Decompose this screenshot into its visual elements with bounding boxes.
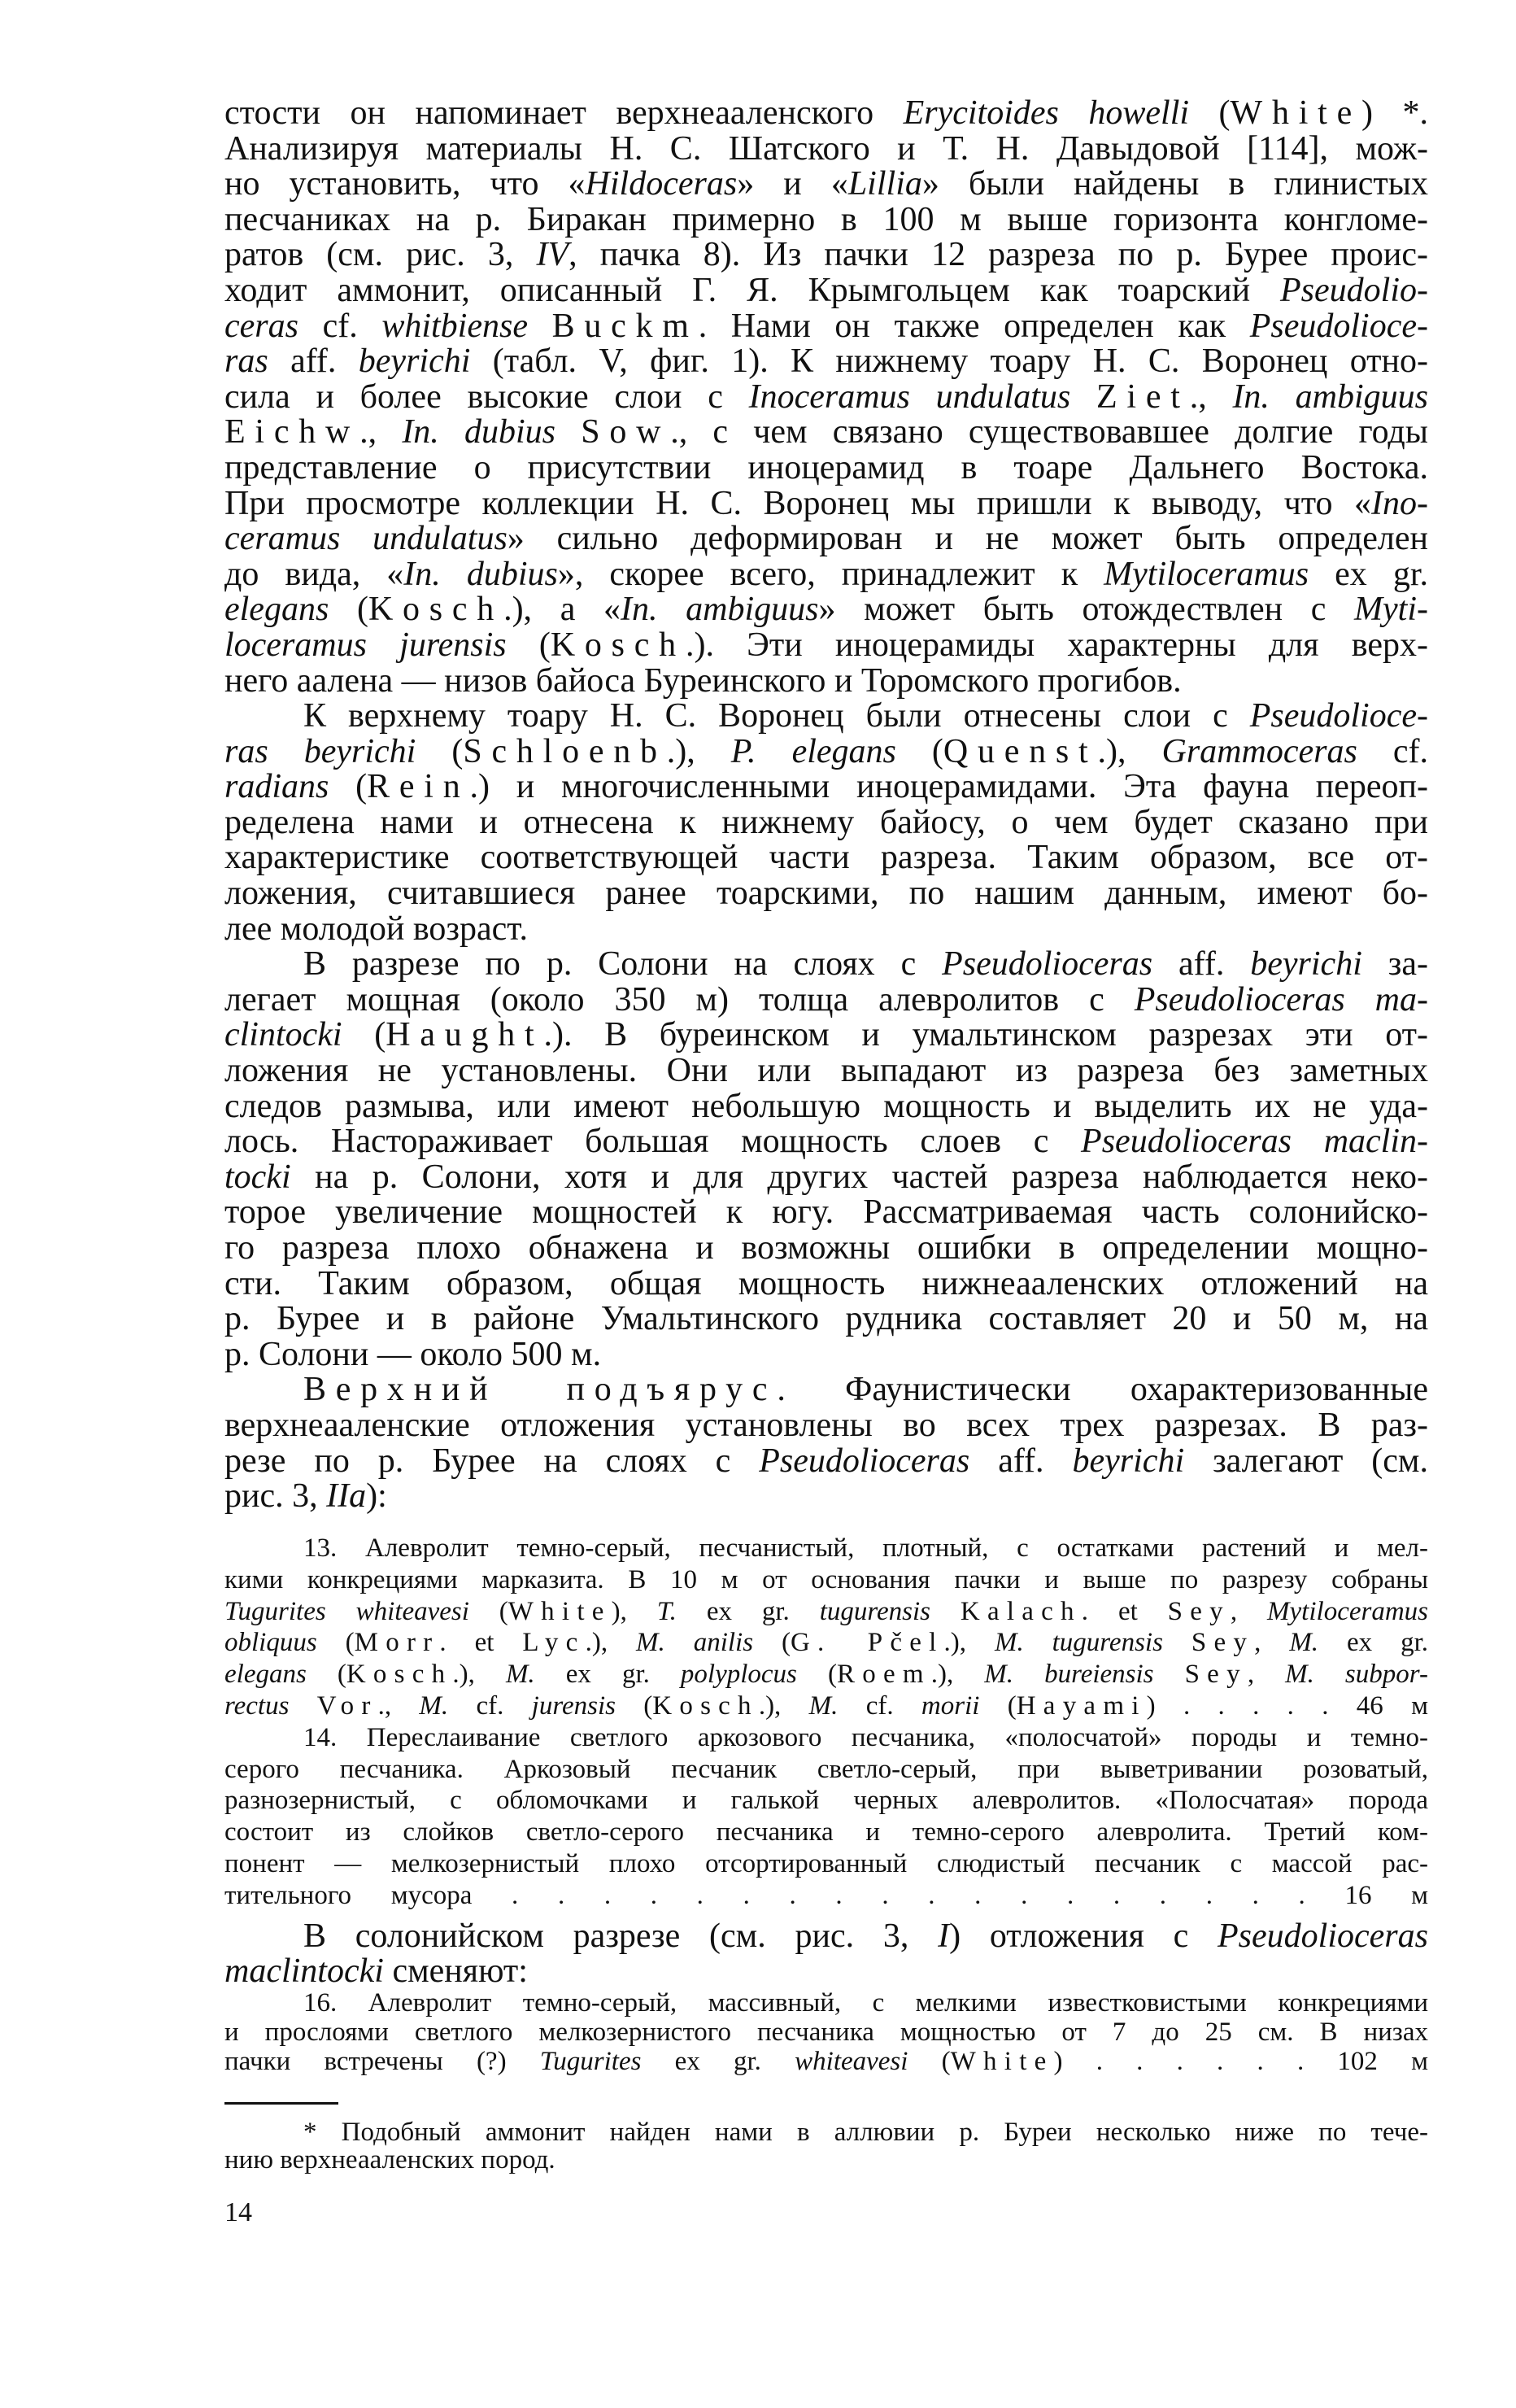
text-run: ( (342, 1016, 386, 1054)
text-line (224, 2146, 1428, 2174)
spaced-author-name: White (1230, 94, 1361, 132)
text-run: .), (758, 1690, 809, 1721)
text-line (224, 1564, 1428, 1596)
text-run: р. Бурее и в районе Умальтинского рудника составляет 20 и 50 м, на (224, 1300, 1428, 1338)
text-run: aff. (1152, 945, 1251, 984)
spaced-author-name: G. Pčel (790, 1628, 944, 1658)
footnote-divider (224, 2102, 338, 2105)
text-run: cf. (298, 307, 382, 345)
text-run: При просмотре коллекции Н. С. Воронец мы пришли к выводу, что « (224, 484, 1372, 522)
text-line (224, 1160, 1428, 1196)
text-run: характеристике соответствующей части разреза. Таким образом, все от- (224, 839, 1428, 877)
text-run: состоит из слойков светло-серого песчаника и темно-серого алевролита. Третий ком- (224, 1817, 1428, 1847)
text-line (224, 1018, 1428, 1054)
taxon-name: polyplocus (680, 1660, 797, 1690)
page-number: 14 (224, 2197, 252, 2227)
text-run (930, 1597, 961, 1626)
spaced-author-name: Kosch (368, 591, 504, 629)
text-line (224, 1408, 1428, 1444)
text-run: ., (377, 1690, 420, 1721)
text-run: ., с чем связано существовавшее долгие годы (670, 413, 1429, 452)
text-run: ( (306, 1660, 346, 1690)
taxon-name: radians (224, 768, 329, 806)
spaced-author-name: Lyc (522, 1628, 586, 1658)
text-run: следов размыва, или имеют небольшую мощность и выделить их не уда- (224, 1087, 1428, 1125)
spaced-author-name: Sey (1184, 1660, 1248, 1690)
text-run: легает мощная (около 350 м) толща алевролитов с (224, 980, 1135, 1019)
text-run: ( (1189, 94, 1231, 132)
text-line (224, 1479, 1428, 1515)
spaced-author-name: Rein (367, 768, 470, 806)
text-line (224, 1785, 1428, 1817)
text-run: ): (366, 1477, 387, 1516)
text-run: aff. (268, 342, 359, 381)
text-run: серого песчаника. Аркозовый песчаник светло-серый, при выветривании розоватый, (224, 1754, 1428, 1784)
text-run: ( (506, 626, 551, 664)
spaced-author-name: Kalach (960, 1596, 1082, 1626)
text-run: ex gr. (676, 1596, 820, 1626)
text-run: 16. Алевролит темно-серый, массивный, с мелкими известковистыми конкрециями (303, 1988, 1428, 2018)
text-line (224, 592, 1428, 628)
text-run: ex gr. (1309, 555, 1429, 593)
text-run: .). Эти иноцерамиды характерны для верх- (685, 626, 1428, 664)
text-run: , (1230, 1596, 1268, 1626)
taxon-name: Pseudolioceras (759, 1442, 970, 1480)
taxon-name: Pseudolioceras (1218, 1917, 1428, 1955)
spaced-author-name: Haught (386, 1016, 544, 1054)
text-run: В разрезе по р. Солони на слоях с (303, 945, 943, 984)
taxon-name: M. (505, 1660, 535, 1690)
text-run: . et (439, 1628, 523, 1658)
taxon-name: Pseudolioce- (1249, 697, 1428, 735)
taxon-name: morii (921, 1690, 980, 1721)
text-line (224, 1054, 1428, 1089)
text-run: ( (416, 732, 464, 770)
text-run: залегают (см. (1184, 1442, 1428, 1480)
taxon-name: M. anilis (636, 1628, 754, 1658)
text-run: .), (585, 1628, 637, 1658)
text-line (224, 1596, 1428, 1628)
taxon-name: Pseudolio- (1280, 271, 1428, 309)
spaced-author-name: Kosch (346, 1660, 453, 1690)
text-run (1163, 1628, 1191, 1657)
text-run: верхнеааленские отложения установлены во всех трех разрезах. В раз- (224, 1406, 1428, 1444)
text-run: К верхнему тоару Н. С. Воронец были отнесены слои с (303, 697, 1250, 735)
text-run: него аалена — низов байоса Буреинского и Торомского прогибов. (224, 661, 1182, 700)
text-run: cf. (838, 1690, 921, 1721)
text-line (224, 1231, 1428, 1267)
text-line (224, 732, 1428, 770)
text-run: . Фаунистически охарактеризованные (777, 1371, 1428, 1409)
text-line (224, 770, 1428, 805)
bed-13-description (224, 1533, 1428, 1722)
taxon-name: ras beyrichi (224, 732, 416, 770)
text-run: .), (930, 1660, 985, 1690)
text-run: ( (895, 732, 943, 770)
text-run: .), а « (503, 591, 621, 629)
taxon-name: elegans (224, 591, 329, 629)
text-run: . et (1081, 1596, 1168, 1626)
text-run: лось. Настораживает большая мощность слоев с (224, 1123, 1082, 1161)
text-run: ложения не установлены. Они или выпадают из разреза без заметных (224, 1052, 1428, 1090)
text-run: .), (452, 1660, 506, 1690)
text-line (224, 1337, 1428, 1373)
text-line (224, 1302, 1428, 1337)
text-run: ( (329, 768, 368, 806)
text-line (224, 1195, 1428, 1231)
text-line (224, 129, 1428, 168)
text-run: ex gr. (1318, 1628, 1429, 1658)
text-line (224, 1124, 1428, 1160)
text-line (224, 273, 1428, 309)
spaced-author-name: Buckm (551, 307, 699, 345)
text-run: ., (1189, 377, 1233, 416)
text-run: за- (1361, 945, 1428, 984)
taxon-name: whitbiense (381, 307, 528, 345)
text-run: ) отложения с (949, 1917, 1218, 1955)
taxon-name: Pseudolioce- (1249, 307, 1428, 345)
text-run: ( (329, 591, 368, 629)
text-line (224, 1372, 1428, 1408)
text-line (224, 1988, 1428, 2018)
text-run: cf. (448, 1690, 532, 1721)
text-run: сила и более высокие слои с (224, 377, 749, 416)
text-run: ex gr. (641, 2047, 795, 2076)
text-line (224, 486, 1428, 522)
taxon-name: clintocki (224, 1016, 342, 1054)
text-run: aff. (969, 1442, 1073, 1480)
taxon-name: Ino- (1371, 484, 1428, 522)
paragraph (224, 1919, 1428, 1989)
text-line (224, 1690, 1428, 1722)
text-run: ex gr. (534, 1660, 681, 1690)
text-line (224, 1659, 1428, 1690)
taxon-name: ceramus undulatus (224, 520, 508, 558)
text-run: , (1247, 1660, 1286, 1690)
text-run: ( (753, 1628, 791, 1658)
taxon-name: Tugurites (539, 2047, 642, 2076)
text-line (224, 661, 1428, 700)
taxon-name: M. subpor- (1285, 1660, 1428, 1690)
footnote (224, 2118, 1428, 2174)
text-run: сти. Таким образом, общая мощность нижнеааленских отложений на (224, 1264, 1428, 1302)
text-line (224, 805, 1428, 841)
taxon-name: beyrichi (1072, 1442, 1185, 1480)
taxon-name: Lillia (847, 165, 922, 203)
text-run: » может быть отождествлен с (818, 591, 1355, 629)
text-line (224, 415, 1428, 451)
text-run: » и « (737, 165, 848, 203)
spaced-author-name: Roem (836, 1660, 931, 1690)
main-text-continued (224, 1919, 1428, 1989)
taxon-name: IV (536, 236, 569, 274)
text-run: кими конкрециями марказита. В 10 м от основания пачки и выше по разрезу собраны (224, 1564, 1428, 1594)
text-line (224, 1089, 1428, 1125)
taxon-name: Grammoceras (1161, 732, 1357, 770)
text-line (224, 1954, 1428, 1989)
taxon-name: beyrichi (358, 342, 471, 381)
text-run: ратов (см. рис. 3, (224, 236, 537, 274)
paragraph (224, 699, 1428, 947)
text-line (224, 2047, 1428, 2076)
taxon-name: In. ambiguus (1232, 377, 1428, 416)
text-line (224, 448, 1428, 486)
text-line (224, 1627, 1428, 1659)
text-run: Анализируя материалы Н. С. Шатского и Т. Н. Давыдовой [114], мож- (224, 129, 1428, 168)
text-run: ределена нами и отнесена к нижнему байосу, о чем будет сказано при (224, 803, 1428, 841)
taxon-name: M. tugurensis (994, 1628, 1163, 1658)
text-line (224, 200, 1428, 238)
text-run: (табл. V, фиг. 1). К нижнему тоару Н. С. Воронец отно- (470, 342, 1428, 381)
spaced-author-name: Morr (354, 1628, 440, 1658)
text-line (224, 1264, 1428, 1302)
text-run: , (1254, 1628, 1290, 1658)
text-run: ), (611, 1596, 657, 1626)
paragraph-upper-substage (224, 1372, 1428, 1514)
taxon-name: Myti- (1354, 591, 1428, 629)
footnote-text (224, 2118, 1428, 2174)
text-run: торое увеличение мощностей к югу. Рассматриваемая часть солонийско- (224, 1193, 1428, 1232)
taxon-name: Tugurites whiteavesi (224, 1596, 469, 1626)
paragraph (224, 96, 1428, 699)
taxon-name: ras (224, 342, 268, 381)
text-run: ( (468, 1596, 508, 1626)
spaced-author-name: Eichw (224, 413, 360, 452)
taxon-name: Pseudolioceras maclin- (1081, 1123, 1428, 1161)
text-run: сменяют: (383, 1952, 528, 1990)
taxon-name: loceramus jurensis (224, 626, 507, 664)
text-run: пачки встречены (?) (224, 2047, 540, 2076)
text-run: ( (316, 1628, 355, 1658)
text-run: р. Солони — около 500 м. (224, 1335, 602, 1373)
text-run: понент — мелкозернистый плохо отсортированный слюдистый песчаник с массой рас- (224, 1848, 1428, 1878)
text-line (224, 238, 1428, 273)
text-run: резе по р. Бурее на слоях с (224, 1442, 760, 1480)
text-line (224, 912, 1428, 948)
text-line (224, 1919, 1428, 1954)
spaced-author-name: Kosch (550, 626, 686, 664)
taxon-name: rectus (224, 1690, 290, 1721)
text-line (224, 980, 1428, 1019)
text-run: . Нами он также определен как (698, 307, 1250, 345)
text-run: .), (666, 732, 731, 770)
taxon-name: whiteavesi (795, 2047, 908, 2076)
text-run: В солонийском разрезе (см. рис. 3, (303, 1917, 939, 1955)
taxon-name: M. (808, 1690, 839, 1721)
text-run: представление о присутствии иноцерамид в тоаре Дальнего Востока. (224, 448, 1428, 486)
text-run: до вида, « (224, 555, 404, 593)
text-run (528, 308, 552, 345)
text-line (224, 309, 1428, 345)
taxon-name: M. bureiensis (984, 1660, 1154, 1690)
taxon-name: M. (419, 1690, 449, 1721)
text-run: ( (796, 1660, 837, 1690)
text-line (224, 1754, 1428, 1786)
text-line (224, 1848, 1428, 1880)
taxon-name: Mytiloceramus (1104, 555, 1309, 593)
main-text (224, 96, 1428, 1515)
text-run: стости он напоминает верхнеааленского (224, 94, 904, 132)
spaced-author-name: Sey (1191, 1628, 1255, 1658)
text-line (224, 521, 1428, 557)
text-line (224, 1880, 1428, 1912)
text-run: ( (908, 2047, 951, 2076)
text-line (224, 876, 1428, 912)
text-line (224, 557, 1428, 593)
text-run: » были найдены в глинистых (921, 165, 1428, 203)
taxon-name: maclintocki (224, 1952, 384, 1990)
taxon-name: I (938, 1917, 950, 1955)
bed-16-description (224, 1988, 1428, 2076)
spaced-author-name: Vor (316, 1690, 378, 1721)
text-line (224, 167, 1428, 203)
taxon-name: P. elegans (730, 732, 896, 770)
text-run: песчаниках на р. Биракан примерно в 100 м выше горизонта конгломе- (224, 200, 1428, 238)
taxon-name: obliquus (224, 1628, 317, 1658)
text-run: нию верхнеааленских пород. (224, 2145, 555, 2175)
taxon-name: tocki (224, 1158, 291, 1196)
text-run (555, 413, 581, 451)
text-run: .). В буреинском и умальтинском разрезах эти от- (543, 1016, 1428, 1054)
text-run: на р. Солони, хотя и для других частей разреза наблюдается неко- (290, 1158, 1428, 1196)
text-run: .), (943, 1628, 995, 1658)
text-run: разнозернистый, с обломочками и галькой черных алевролитов. «Полосчатая» порода (224, 1786, 1428, 1816)
spaced-author-name: Sey (1167, 1596, 1231, 1626)
spaced-author-name: Hayami (1016, 1690, 1147, 1721)
text-run: * Подобный аммонит найден нами в аллювии р. Буреи несколько ниже по тече- (303, 2118, 1428, 2147)
text-run: и прослоями светлого мелкозернистого песчаника мощностью от 7 до 25 см. В низах (224, 2018, 1428, 2047)
taxon-name: elegans (224, 1660, 307, 1690)
text-line (224, 628, 1428, 664)
taxon-name: beyrichi (1250, 945, 1362, 984)
text-run: .) и многочисленными иноцерамидами. Эта фауна переоп- (469, 768, 1428, 806)
taxon-name: In. dubius (403, 555, 558, 593)
spaced-author-name: White (508, 1596, 612, 1626)
taxon-name: Erycitoides howelli (903, 94, 1190, 132)
text-run: ложения, считавшиеся ранее тоарскими, по нашим данным, имеют бо- (224, 875, 1428, 913)
spaced-author-name: White (950, 2047, 1054, 2076)
taxon-name: Hildoceras (585, 165, 738, 203)
taxon-name: Inoceramus undulatus (748, 377, 1071, 416)
text-run: ) *. (1361, 94, 1428, 132)
bed-14-description (224, 1722, 1428, 1912)
taxon-name: Pseudolioceras (942, 945, 1153, 984)
text-run (1154, 1660, 1185, 1689)
taxon-name: tugurensis (819, 1596, 930, 1626)
text-run: ходит аммонит, описанный Г. Я. Крымгольцем как тоарский (224, 271, 1281, 309)
text-run: лее молодой возраст. (224, 910, 528, 948)
text-run: рис. 3, (224, 1477, 327, 1516)
text-line (224, 2118, 1428, 2146)
text-line (224, 344, 1428, 380)
text-run: тительного мусора . . . . . . . . . . . . . . . . . . 16 м (224, 1880, 1428, 1910)
taxon-name: In. ambiguus (620, 591, 819, 629)
text-line (224, 96, 1428, 132)
taxon-name: jurensis (531, 1690, 616, 1721)
section-description (224, 1533, 1428, 1912)
taxon-name: M. (1289, 1628, 1319, 1658)
text-line (224, 377, 1428, 416)
spaced-author-name: Sow (581, 413, 671, 452)
text-run: , пачка 8). Из пачки 12 разреза по р. Бурее проис- (568, 236, 1428, 274)
text-run: ) . . . . . . 102 м (1053, 2047, 1428, 2076)
section-description-solon (224, 1988, 1428, 2076)
taxon-name: Mytiloceramus (1267, 1596, 1428, 1626)
text-run: .), (1097, 732, 1162, 770)
taxon-name: In. dubius (402, 413, 556, 452)
taxon-name: ceras (224, 307, 298, 345)
text-line (224, 1817, 1428, 1848)
text-run: но установить, что « (224, 165, 586, 203)
text-run: 14. Переслаивание светлого аркозового песчаника, «полосчатой» породы и темно- (303, 1722, 1428, 1752)
taxon-name: Pseudolioceras ma- (1134, 980, 1428, 1019)
text-run: cf. (1357, 732, 1428, 770)
text-run: го разреза плохо обнажена и возможны ошибки в определении мощно- (224, 1229, 1428, 1267)
text-line (224, 947, 1428, 983)
spaced-author-name: Ziet (1096, 377, 1190, 416)
text-line (224, 2018, 1428, 2047)
text-line (224, 1444, 1428, 1480)
text-line (224, 699, 1428, 735)
text-run: 13. Алевролит темно-серый, песчанистый, плотный, с остатками растений и мел- (303, 1533, 1428, 1563)
text-run: », скорее всего, принадлежит к (557, 555, 1104, 593)
text-run: ., (359, 413, 403, 452)
text-line (224, 1533, 1428, 1564)
text-run (289, 1691, 316, 1721)
text-run: ( (615, 1690, 653, 1721)
text-run: » сильно деформирован и не может быть определен (507, 520, 1428, 558)
text-line (224, 1722, 1428, 1754)
spaced-author-name: Верхний подъярус (303, 1371, 778, 1409)
taxon-name: IIa (326, 1477, 367, 1516)
text-run (1070, 378, 1096, 416)
text-line (224, 840, 1428, 876)
spaced-author-name: Schloenb (463, 732, 667, 770)
spaced-author-name: Kosch (652, 1690, 759, 1721)
paragraph (224, 947, 1428, 1372)
spaced-author-name: Quenst (943, 732, 1098, 770)
taxon-name: T. (656, 1596, 677, 1626)
text-run: ) . . . . . 46 м (1146, 1690, 1428, 1721)
text-run: ( (979, 1690, 1017, 1721)
